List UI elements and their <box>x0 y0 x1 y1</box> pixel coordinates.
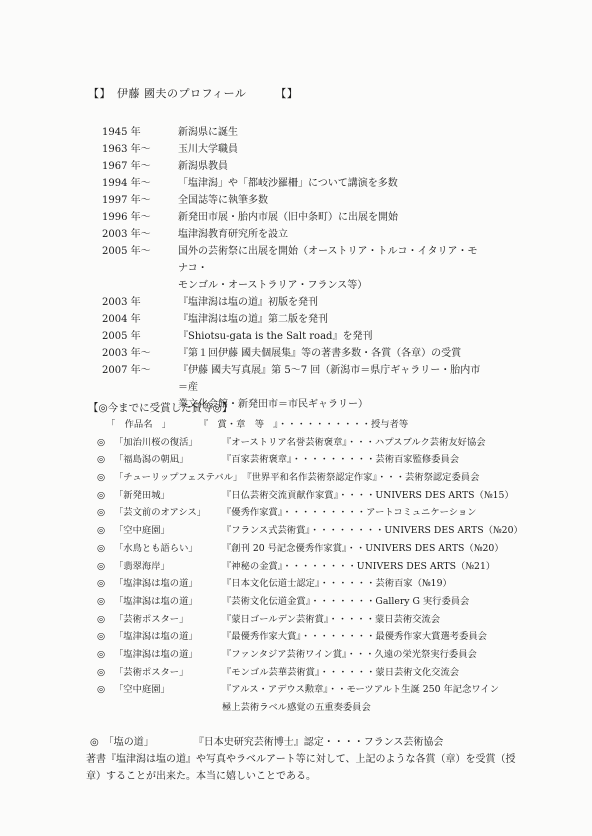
timeline-row <box>102 294 486 311</box>
award-row <box>88 451 523 469</box>
timeline-event: 「塩津潟」や「都岐沙羅柵」について講演を多数 <box>178 178 398 189</box>
timeline-year: 2004 年 <box>102 314 141 325</box>
award-detail: 『百家芸術褒章』・・・・・・・・・芸術百家監修委員会 <box>222 454 460 466</box>
award-detail: 『優秀作家賞』・・・・・・・・・アートコミュニケーション <box>222 507 477 519</box>
awards-column-header: 「 作品名 」 『 賞・章 等 』・・・・・・・・・・授与者等 <box>106 419 409 430</box>
award-work: 「塩津潟は塩の道」 <box>114 631 198 643</box>
timeline-row <box>102 226 486 243</box>
footer-text: 著書『塩津潟は塩の道』や写真やラベルアート等に対して、上記のような各賞（章）を受賞（授章）することが出来た。本当に嬉しいことである。 <box>86 754 516 782</box>
award-row <box>88 487 523 505</box>
award-mark: ◎ <box>96 436 106 448</box>
award-mark: ◎ <box>96 560 106 572</box>
timeline-event: 新潟県に誕生 <box>178 127 238 138</box>
award-detail: 『日本文化伝道士認定』・・・・・・芸術百家（№19） <box>222 578 452 590</box>
award-mark: ◎ <box>96 489 106 501</box>
timeline-row <box>102 311 486 328</box>
award-mark: ◎ <box>96 666 106 678</box>
timeline-event: 『塩津潟は塩の道』第二版を発刊 <box>178 314 328 325</box>
award-work: 「加治川桜の復活」 <box>114 436 198 448</box>
award-row <box>88 540 523 558</box>
award-detail: 『モンゴル芸華芸術賞』・・・・・・蒙日芸術文化交流会 <box>222 666 460 678</box>
award-mark: ◎ <box>96 631 106 643</box>
award-detail: 『オーストリア名誉芸術褒章』・・・ハプスブルク芸術友好協会 <box>222 436 486 448</box>
timeline-year: 2007 年～ <box>102 365 151 376</box>
awards-heading: 【◎今までに受賞した賞等◎】 <box>88 402 233 414</box>
timeline-event: 『Shiotsu-gata is the Salt road』を発刊 <box>178 331 373 342</box>
award-work: 「塩津潟は塩の道」 <box>114 578 198 590</box>
award-row <box>88 611 523 629</box>
timeline-year: 2005 年～ <box>102 246 151 257</box>
award-work: 「塩津潟は塩の道」 <box>114 648 198 660</box>
award-mark: ◎ <box>96 525 106 537</box>
footer-award: ◎ 「塩の道」 『日本史研究芸術博士』認定・・・・フランス芸術協会 <box>90 737 444 748</box>
timeline-event-line: 『伊藤 國夫写真展』第 5～7 回（新潟市＝県庁ギャラリー・胎内市＝産 <box>178 365 481 393</box>
award-detail: 『フランス式芸術賞』・・・・・・・・UNIVERS DES ARTS（№20） <box>222 525 523 537</box>
award-row <box>88 504 523 522</box>
award-mark: ◎ <box>96 472 106 484</box>
award-detail: 『神秘の金賞』・・・・・・・・UNIVERS DES ARTS（№21） <box>222 560 496 572</box>
award-row <box>88 522 523 540</box>
award-detail: 『ファンタジア芸術ワイン賞』・・・久遠の栄光祭実行委員会 <box>222 648 477 660</box>
award-mark: ◎ <box>96 595 106 607</box>
timeline-row <box>102 158 486 175</box>
award-row <box>88 434 523 452</box>
timeline-row <box>102 141 486 158</box>
awards-list <box>88 416 523 717</box>
award-detail: 『アルス・アデウス勲章』・・モーツアルト生誕 250 年記念ワイン <box>222 684 499 696</box>
award-mark: ◎ <box>96 613 106 625</box>
timeline-event: 新潟県教員 <box>178 161 228 172</box>
timeline-row <box>102 209 486 226</box>
award-mark: ◎ <box>96 454 106 466</box>
timeline-event: 塩津潟教育研究所を設立 <box>178 229 288 240</box>
timeline-event-line: 国外の芸術祭に出展を開始（オーストリア・トルコ・イタリア・モナコ・ <box>178 246 478 274</box>
award-detail: 『創刊 20 号記念優秀作家賞』・・UNIVERS DES ARTS（№20） <box>222 542 504 554</box>
award-row <box>88 558 523 576</box>
award-continuation: 極上芸術ラベル感覚の五重奏委員会 <box>222 702 371 713</box>
timeline-row <box>102 192 486 209</box>
timeline-event <box>178 243 486 294</box>
timeline-event-continuation: 業文化会館・新発田市＝市民ギャラリー） <box>178 399 368 410</box>
award-detail: 『蒙日ゴールデン芸術賞』・・・・・蒙日芸術交流会 <box>222 613 441 625</box>
timeline-year: 1997 年～ <box>102 195 151 206</box>
timeline-row <box>102 328 486 345</box>
award-mark: ◎ <box>96 684 106 696</box>
award-detail: 『最優秀作家大賞』・・・・・・・・最優秀作家大賞選考委員会 <box>222 631 487 643</box>
award-row <box>88 469 523 487</box>
award-work: 「塩津潟は塩の道」 <box>114 595 198 607</box>
timeline-year: 2003 年～ <box>102 348 151 359</box>
timeline-event: 新発田市展・胎内市展（旧中条町）に出展を開始 <box>178 212 398 223</box>
timeline-row <box>102 243 486 294</box>
award-work: 「芸術ポスター」 <box>114 666 189 678</box>
award-detail: 『日仏芸術交流貢献作家賞』・・・・UNIVERS DES ARTS（№15） <box>222 489 514 501</box>
timeline-year: 1963 年～ <box>102 144 151 155</box>
timeline-event-continuation: モンゴル・オーストラリア・フランス等） <box>178 280 368 291</box>
timeline-year: 1967 年～ <box>102 161 151 172</box>
timeline-event: 『塩津潟は塩の道』初版を発刊 <box>178 297 318 308</box>
timeline-event: 全国誌等に執筆多数 <box>178 195 268 206</box>
closing-paragraph <box>86 734 526 785</box>
timeline-year: 2005 年 <box>102 331 141 342</box>
award-row <box>88 593 523 611</box>
award-row <box>88 646 523 664</box>
award-mark: ◎ <box>96 542 106 554</box>
page-title: 【】 伊藤 國夫のプロフィール 【】 <box>88 87 299 100</box>
award-work: 「チューリップフェステバル」 <box>114 472 243 484</box>
timeline-row <box>102 345 486 362</box>
award-mark: ◎ <box>96 507 106 519</box>
award-work: 「水鳥とも語らい」 <box>114 542 198 554</box>
award-work: 「空中庭園」 <box>114 684 170 696</box>
award-work: 「新発田城」 <box>114 489 170 501</box>
timeline-year: 1945 年 <box>102 127 141 138</box>
award-mark: ◎ <box>96 648 106 660</box>
award-work: 「芸文前のオアシス」 <box>114 507 207 519</box>
timeline <box>102 124 486 413</box>
timeline-year: 2003 年 <box>102 297 141 308</box>
award-work: 「芸術ポスター」 <box>114 613 189 625</box>
award-mark: ◎ <box>96 578 106 590</box>
timeline-year: 1994 年～ <box>102 178 151 189</box>
timeline-year: 2003 年～ <box>102 229 151 240</box>
award-row <box>88 575 523 593</box>
award-work: 「福島潟の朝凪」 <box>114 454 189 466</box>
timeline-row <box>102 175 486 192</box>
award-row <box>88 628 523 646</box>
award-work: 「翡翠海岸」 <box>114 560 170 572</box>
timeline-row <box>102 124 486 141</box>
award-detail: 『芸術文化伝道金賞』・・・・・・・Gallery G 実行委員会 <box>222 595 470 607</box>
award-work: 「空中庭園」 <box>114 525 170 537</box>
award-row <box>88 681 523 699</box>
award-detail: 『世界平和名作芸術祭認定作家』・・・芸術祭認定委員会 <box>242 472 480 484</box>
timeline-event: 玉川大学職員 <box>178 144 238 155</box>
award-row <box>88 664 523 682</box>
timeline-event: 『第１回伊藤 國夫個展集』等の著書多数・各賞（各章）の受賞 <box>178 348 462 359</box>
timeline-year: 1996 年～ <box>102 212 151 223</box>
